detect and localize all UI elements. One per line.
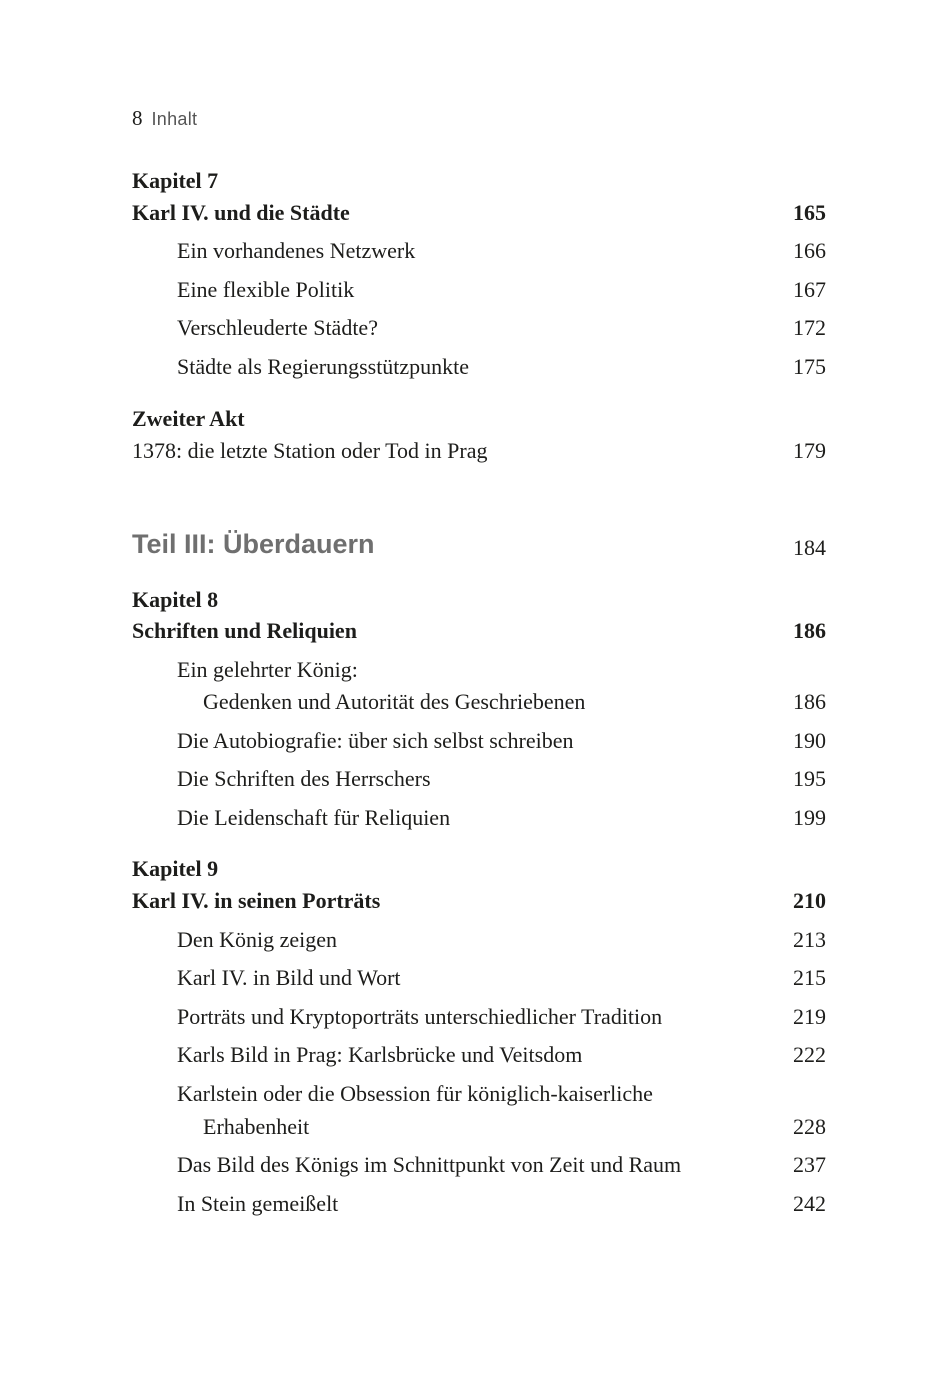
toc-entry bbox=[132, 927, 826, 953]
toc-entry-line2 bbox=[132, 689, 826, 715]
page-ref: 222 bbox=[793, 1042, 826, 1067]
page-ref: 167 bbox=[793, 277, 826, 302]
page-ref: 213 bbox=[793, 927, 826, 952]
toc-entry-line2 bbox=[132, 1114, 826, 1140]
chapter-8-title-entry bbox=[132, 618, 826, 644]
section-title: Eine flexible Politik bbox=[177, 277, 355, 302]
section-title-continued: Erhabenheit bbox=[203, 1114, 310, 1139]
section-title-continued: Gedenken und Autorität des Geschriebenen bbox=[203, 689, 586, 714]
page-ref: 237 bbox=[793, 1152, 826, 1177]
section-title: Städte als Regierungsstützpunkte bbox=[177, 354, 470, 379]
page-ref: 228 bbox=[793, 1114, 826, 1139]
page-number: 8 bbox=[132, 106, 143, 130]
page-ref: 190 bbox=[793, 728, 826, 753]
section-title: Karlstein oder die Obsession für königlich-kaiserliche bbox=[177, 1081, 653, 1106]
section-title: Die Leidenschaft für Reliquien bbox=[177, 805, 451, 830]
page-ref: 184 bbox=[793, 535, 826, 560]
chapter-9-label: Kapitel 9 bbox=[132, 856, 219, 881]
page-ref: 186 bbox=[793, 689, 826, 714]
page-ref: 210 bbox=[793, 888, 826, 913]
section-title: Karls Bild in Prag: Karlsbrücke und Veitsdom bbox=[177, 1042, 583, 1067]
page-ref: 219 bbox=[793, 1004, 826, 1029]
toc-entry bbox=[132, 728, 826, 754]
running-head bbox=[132, 106, 197, 131]
page-ref: 186 bbox=[793, 618, 826, 643]
section-title: Die Schriften des Herrschers bbox=[177, 766, 431, 791]
chapter-7-title-entry bbox=[132, 200, 826, 226]
chapter-9-title-entry bbox=[132, 888, 826, 914]
section-title: Die Autobiografie: über sich selbst schreiben bbox=[177, 728, 574, 753]
toc-entry bbox=[132, 1004, 826, 1030]
toc-entry bbox=[132, 965, 826, 991]
toc-entry bbox=[132, 277, 826, 303]
page-ref: 242 bbox=[793, 1191, 826, 1216]
section-title: Das Bild des Königs im Schnittpunkt von Zeit und Raum bbox=[177, 1152, 682, 1177]
chapter-title: Schriften und Reliquien bbox=[132, 618, 357, 643]
chapter-title: Karl IV. und die Städte bbox=[132, 200, 350, 225]
act-2-entry bbox=[132, 438, 826, 464]
act-title: 1378: die letzte Station oder Tod in Prag bbox=[132, 438, 488, 463]
section-title: Ein gelehrter König: bbox=[177, 657, 358, 682]
toc-entry bbox=[132, 805, 826, 831]
toc-entry-line1 bbox=[132, 1081, 826, 1107]
part-3-heading bbox=[132, 529, 826, 560]
act-2-label: Zweiter Akt bbox=[132, 406, 245, 431]
page-ref: 166 bbox=[793, 238, 826, 263]
toc-entry bbox=[132, 1042, 826, 1068]
chapter-8-label: Kapitel 8 bbox=[132, 587, 219, 612]
page-ref: 215 bbox=[793, 965, 826, 990]
toc-entry bbox=[132, 238, 826, 264]
part-title: Teil III: Überdauern bbox=[132, 529, 375, 559]
section-title: Verschleuderte Städte? bbox=[177, 315, 378, 340]
chapter-7-label: Kapitel 7 bbox=[132, 168, 219, 193]
chapter-title: Karl IV. in seinen Porträts bbox=[132, 888, 381, 913]
section-title: In Stein gemeißelt bbox=[177, 1191, 339, 1216]
toc-entry bbox=[132, 1152, 826, 1178]
toc-entry bbox=[132, 315, 826, 341]
section-title: Den König zeigen bbox=[177, 927, 338, 952]
page-ref: 165 bbox=[793, 200, 826, 225]
toc-entry bbox=[132, 766, 826, 792]
page-ref: 175 bbox=[793, 354, 826, 379]
section-title: Karl IV. in Bild und Wort bbox=[177, 965, 401, 990]
page-ref: 179 bbox=[793, 438, 826, 463]
page-ref: 199 bbox=[793, 805, 826, 830]
toc-entry-line1 bbox=[132, 657, 826, 683]
toc-entry bbox=[132, 1191, 826, 1217]
running-head-label: Inhalt bbox=[151, 109, 198, 129]
toc-entry bbox=[132, 354, 826, 380]
page-ref: 172 bbox=[793, 315, 826, 340]
section-title: Ein vorhandenes Netzwerk bbox=[177, 238, 416, 263]
section-title: Porträts und Kryptoporträts unterschiedlicher Tradition bbox=[177, 1004, 663, 1029]
page-ref: 195 bbox=[793, 766, 826, 791]
